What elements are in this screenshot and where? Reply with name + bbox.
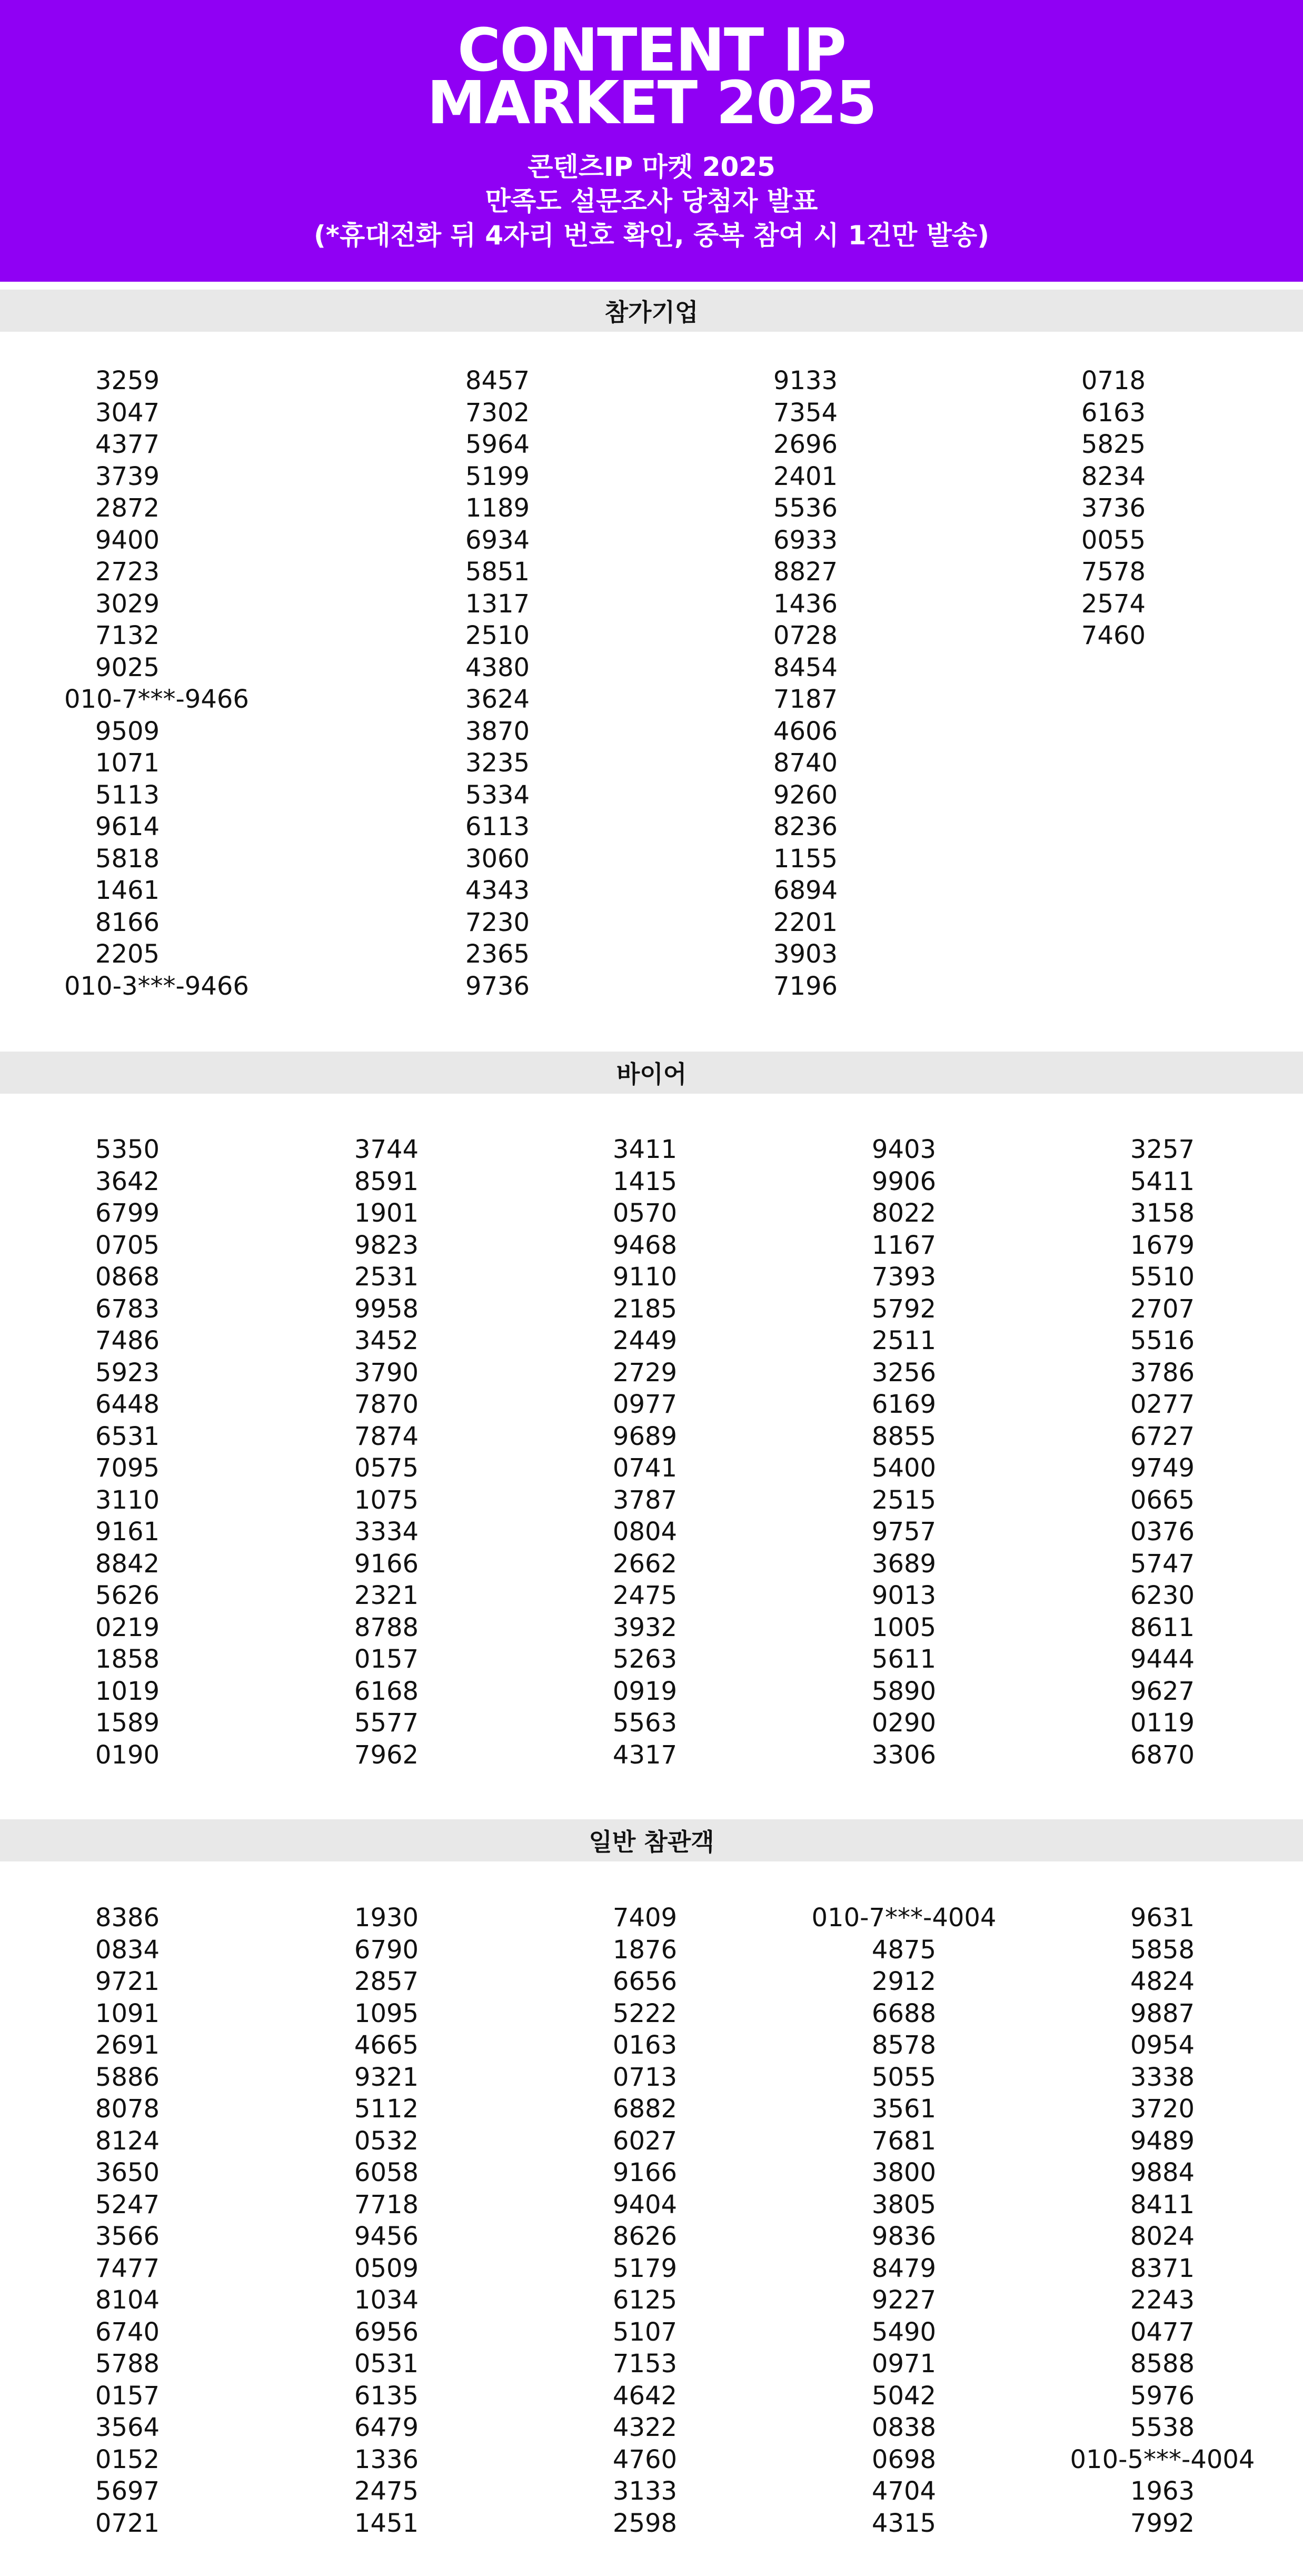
winner-number: 9161	[95, 1517, 160, 1547]
winner-number: 6933	[773, 525, 838, 555]
winner-number: 3338	[1130, 2062, 1195, 2092]
winner-number: 5626	[95, 1581, 160, 1610]
winner-number: 4377	[95, 430, 160, 459]
winner-number: 3110	[95, 1485, 160, 1515]
winner-number: 9321	[354, 2062, 419, 2092]
winner-number: 7718	[354, 2189, 419, 2220]
winner-number: 8842	[95, 1549, 160, 1579]
winner-number: 5516	[1130, 1326, 1195, 1355]
winner-number: 9887	[1130, 1998, 1195, 2028]
winner-number: 1876	[612, 1935, 678, 1965]
winner-number: 2857	[354, 1967, 419, 1996]
winner-number: 9400	[95, 525, 160, 555]
winner-number: 3029	[95, 589, 160, 619]
winner-number: 5247	[95, 2189, 160, 2220]
winner-number: 7354	[773, 398, 838, 428]
winner-number: 1091	[95, 1998, 160, 2028]
winner-number: 9614	[95, 812, 160, 841]
winner-number: 4343	[465, 876, 530, 905]
winner-number: 5818	[95, 844, 160, 874]
winner-number: 9489	[1130, 2126, 1195, 2156]
winner-number: 2205	[95, 939, 160, 969]
winner-number: 3689	[871, 1549, 937, 1579]
winner-column	[1057, 1902, 1268, 2539]
winner-number: 8411	[1130, 2189, 1195, 2220]
winner-number: 6113	[465, 812, 530, 841]
winner-number: 3306	[871, 1740, 937, 1770]
winner-number: 7153	[612, 2349, 678, 2379]
winner-number: 8578	[871, 2030, 937, 2060]
winner-number: 5923	[95, 1358, 160, 1388]
winner-number: 5611	[871, 1644, 937, 1674]
winner-number: 8454	[773, 652, 838, 682]
winner-number: 8611	[1130, 1612, 1195, 1642]
winner-number: 7870	[354, 1390, 419, 1419]
winner-number: 2185	[612, 1294, 678, 1324]
winner-number: 0119	[1130, 1708, 1195, 1738]
winner-column	[64, 1134, 191, 1771]
winner-number: 5964	[465, 430, 530, 459]
winner-number: 3739	[95, 461, 160, 491]
winner-number: 5199	[465, 461, 530, 491]
winner-number: 8855	[871, 1421, 937, 1451]
winner-number: 4642	[612, 2381, 678, 2411]
winner-number: 5825	[1081, 430, 1146, 459]
winner-number: 0532	[354, 2126, 419, 2156]
winner-number: 0721	[95, 2508, 160, 2538]
winner-number: 0705	[95, 1230, 160, 1260]
winner-number: 0219	[95, 1612, 160, 1642]
winner-number: 7486	[95, 1326, 160, 1355]
winner-number: 5788	[95, 2349, 160, 2379]
subtitle-line-3: (*휴대전화 뒤 4자리 번호 확인, 중복 참여 시 1건만 발송)	[313, 220, 990, 251]
winner-number: 0804	[612, 1517, 678, 1547]
winner-number: 9749	[1130, 1453, 1195, 1483]
winner-number: 0277	[1130, 1390, 1195, 1419]
winner-number: 6783	[95, 1294, 160, 1324]
winner-number: 3805	[871, 2189, 937, 2220]
winner-number: 1317	[465, 589, 530, 619]
winner-number: 0741	[612, 1453, 678, 1483]
winner-number: 0838	[871, 2413, 937, 2442]
winner-number: 5411	[1130, 1166, 1195, 1196]
winner-number: 0728	[773, 621, 838, 650]
winner-number: 1963	[1130, 2476, 1195, 2506]
winner-number: 9013	[871, 1581, 937, 1610]
winner-number: 9509	[95, 716, 160, 746]
winner-number: 3561	[871, 2094, 937, 2124]
winner-number: 2723	[95, 557, 160, 587]
winner-number: 0665	[1130, 1485, 1195, 1515]
winner-number: 2598	[612, 2508, 678, 2538]
winner-number: 3411	[612, 1135, 678, 1164]
winner-number: 7196	[773, 971, 838, 1001]
winner-number: 0868	[95, 1262, 160, 1292]
winner-number: 0971	[871, 2349, 937, 2379]
winner-number: 6727	[1130, 1421, 1195, 1451]
winner-number: 9757	[871, 1517, 937, 1547]
winner-number: 8626	[612, 2222, 678, 2251]
logo-line-1: CONTENT IP	[457, 16, 846, 85]
winner-number: 1901	[354, 1198, 419, 1228]
section-title-exhibitors: 참가기업	[0, 290, 1303, 332]
winner-column	[323, 1134, 450, 1771]
winner-number: 1075	[354, 1485, 419, 1515]
winner-number: 7302	[465, 398, 530, 428]
winner-number: 8166	[95, 907, 160, 937]
logo-line-2: MARKET 2025	[427, 69, 876, 137]
winner-column	[582, 1902, 708, 2539]
winner-number: 4315	[871, 2508, 937, 2538]
winner-number: 6169	[871, 1390, 937, 1419]
winner-number: 5851	[465, 557, 530, 587]
winner-number: 6448	[95, 1390, 160, 1419]
winner-number: 2515	[871, 1485, 937, 1515]
winner-number: 9689	[612, 1421, 678, 1451]
winner-number: 3650	[95, 2158, 160, 2187]
winner-number: 5792	[871, 1294, 937, 1324]
winner-number: 0509	[354, 2253, 419, 2283]
winner-number: 2243	[1130, 2285, 1195, 2315]
winner-number: 2662	[612, 1549, 678, 1579]
winner-number: 9456	[354, 2222, 419, 2251]
winner-number: 0834	[95, 1935, 160, 1965]
winner-number: 6894	[773, 876, 838, 905]
winner-number: 8588	[1130, 2349, 1195, 2379]
winner-number: 9958	[354, 1294, 419, 1324]
winner-number: 5400	[871, 1453, 937, 1483]
winner-number: 2707	[1130, 1294, 1195, 1324]
winner-number: 4322	[612, 2413, 678, 2442]
winner-number: 4875	[871, 1935, 937, 1965]
winner-number: 4317	[612, 1740, 678, 1770]
winner-number: 3800	[871, 2158, 937, 2187]
winner-number: 6790	[354, 1935, 419, 1965]
winner-number: 3642	[95, 1166, 160, 1196]
winner-number: 9404	[612, 2189, 678, 2220]
winner-number: 3564	[95, 2413, 160, 2442]
winner-number: 3744	[354, 1135, 419, 1164]
winner-number: 0157	[354, 1644, 419, 1674]
winner-number: 7393	[871, 1262, 937, 1292]
winner-number: 4824	[1130, 1967, 1195, 1996]
winner-number: 9631	[1130, 1903, 1195, 1933]
winner-number: 1189	[465, 493, 530, 523]
winner-number: 8740	[773, 748, 838, 778]
winner-number: 5747	[1130, 1549, 1195, 1579]
winner-number: 2401	[773, 461, 838, 491]
winner-number: 8457	[465, 366, 530, 395]
winner-column	[841, 1134, 967, 1771]
winner-number: 2912	[871, 1967, 937, 1996]
winner-column	[742, 365, 869, 1002]
winner-number: 9836	[871, 2222, 937, 2251]
winner-number: 1858	[95, 1644, 160, 1674]
winner-number: 5055	[871, 2062, 937, 2092]
winner-number: 6799	[95, 1198, 160, 1228]
winner-number: 0698	[871, 2444, 937, 2474]
winner-number: 0919	[612, 1676, 678, 1706]
winner-number: 2449	[612, 1326, 678, 1355]
winner-number: 6058	[354, 2158, 419, 2187]
winner-number: 7962	[354, 1740, 419, 1770]
winner-number: 7460	[1081, 621, 1146, 650]
winner-number: 9823	[354, 1230, 419, 1260]
winner-number: 0575	[354, 1453, 419, 1483]
winner-number: 3787	[612, 1485, 678, 1515]
winner-number: 3133	[612, 2476, 678, 2506]
winner-number: 3452	[354, 1326, 419, 1355]
winner-number: 0152	[95, 2444, 160, 2474]
winner-number: 6479	[354, 2413, 419, 2442]
winner-number: 0163	[612, 2030, 678, 2060]
winner-number: 0157	[95, 2381, 160, 2411]
winner-number: 1461	[95, 876, 160, 905]
winner-number: 2574	[1081, 589, 1146, 619]
winner-number: 2696	[773, 430, 838, 459]
winner-number: 7874	[354, 1421, 419, 1451]
winner-number: 8124	[95, 2126, 160, 2156]
winner-number: 0718	[1081, 366, 1146, 395]
winner-number: 3235	[465, 748, 530, 778]
winner-number: 3257	[1130, 1135, 1195, 1164]
winner-number: 2510	[465, 621, 530, 650]
winner-column	[1050, 365, 1177, 652]
winner-number: 8788	[354, 1612, 419, 1642]
winner-number: 3790	[354, 1358, 419, 1388]
winner-number: 6135	[354, 2381, 419, 2411]
winner-number: 8022	[871, 1198, 937, 1228]
winner-number: 1167	[871, 1230, 937, 1260]
winner-number: 1071	[95, 748, 160, 778]
header-banner	[0, 0, 1303, 282]
winner-number: 6870	[1130, 1740, 1195, 1770]
winner-column	[582, 1134, 708, 1771]
winner-number: 2729	[612, 1358, 678, 1388]
winner-number: 5536	[773, 493, 838, 523]
winner-number: 7992	[1130, 2508, 1195, 2538]
winner-number: 7477	[95, 2253, 160, 2283]
winner-number: 5042	[871, 2381, 937, 2411]
winner-number: 0531	[354, 2349, 419, 2379]
winner-number: 8104	[95, 2285, 160, 2315]
winner-number: 6740	[95, 2317, 160, 2347]
winner-number: 3786	[1130, 1358, 1195, 1388]
winner-number: 5697	[95, 2476, 160, 2506]
winner-number: 3870	[465, 716, 530, 746]
winner-number: 1436	[773, 589, 838, 619]
winner-number: 6688	[871, 1998, 937, 2028]
winner-number: 9133	[773, 366, 838, 395]
winner-number: 6163	[1081, 398, 1146, 428]
section-title-buyers: 바이어	[0, 1052, 1303, 1094]
winner-number: 2511	[871, 1326, 937, 1355]
winner-number: 9736	[465, 971, 530, 1001]
winner-number: 5976	[1130, 2381, 1195, 2411]
subtitle-line-1: 콘텐츠IP 마켓 2025	[528, 152, 775, 182]
winner-number: 8024	[1130, 2222, 1195, 2251]
winner-number: 9884	[1130, 2158, 1195, 2187]
winner-number: 7230	[465, 907, 530, 937]
winner-number: 9166	[612, 2158, 678, 2187]
winner-number: 7578	[1081, 557, 1146, 587]
section-title-visitors: 일반 참관객	[0, 1819, 1303, 1861]
winner-number: 9260	[773, 780, 838, 810]
winner-number: 2321	[354, 1581, 419, 1610]
winner-number: 6230	[1130, 1581, 1195, 1610]
winner-number: 3932	[612, 1612, 678, 1642]
winner-number: 3047	[95, 398, 160, 428]
winner-column	[323, 1902, 450, 2539]
winner-number: 6168	[354, 1676, 419, 1706]
winner-number: 7095	[95, 1453, 160, 1483]
winner-number: 5107	[612, 2317, 678, 2347]
winner-number: 5490	[871, 2317, 937, 2347]
winner-number: 5538	[1130, 2413, 1195, 2442]
winner-column	[799, 1902, 1009, 2539]
winner-column	[1099, 1134, 1226, 1771]
winner-number: 8236	[773, 812, 838, 841]
winner-number: 6656	[612, 1967, 678, 1996]
winner-number: 010-5***-4004	[1070, 2444, 1255, 2474]
winner-number: 3720	[1130, 2094, 1195, 2124]
winner-number: 4665	[354, 2030, 419, 2060]
winner-number: 1336	[354, 2444, 419, 2474]
winner-number: 6125	[612, 2285, 678, 2315]
winner-number: 0477	[1130, 2317, 1195, 2347]
winner-number: 1679	[1130, 1230, 1195, 1260]
winner-number: 2475	[612, 1581, 678, 1610]
winner-number: 8386	[95, 1903, 160, 1933]
winner-number: 9627	[1130, 1676, 1195, 1706]
winner-number: 5179	[612, 2253, 678, 2283]
winner-number: 5112	[354, 2094, 419, 2124]
winner-number: 1415	[612, 1166, 678, 1196]
winner-number: 0290	[871, 1708, 937, 1738]
winner-number: 5510	[1130, 1262, 1195, 1292]
winner-number: 7187	[773, 685, 838, 714]
winner-number: 1019	[95, 1676, 160, 1706]
winner-number: 0713	[612, 2062, 678, 2092]
winner-column	[434, 365, 561, 1002]
winner-number: 7132	[95, 621, 160, 650]
winner-number: 3624	[465, 685, 530, 714]
winner-number: 5563	[612, 1708, 678, 1738]
winner-number: 0977	[612, 1390, 678, 1419]
winner-number: 9110	[612, 1262, 678, 1292]
winner-number: 4760	[612, 2444, 678, 2474]
winner-number: 8078	[95, 2094, 160, 2124]
winner-number: 0376	[1130, 1517, 1195, 1547]
winner-number: 9403	[871, 1135, 937, 1164]
winner-number: 1930	[354, 1903, 419, 1933]
winner-number: 8371	[1130, 2253, 1195, 2283]
winner-number: 7409	[612, 1903, 678, 1933]
winner-number: 9468	[612, 1230, 678, 1260]
subtitle-line-2: 만족도 설문조사 당첨자 발표	[485, 186, 818, 216]
winner-number: 5222	[612, 1998, 678, 2028]
winner-number: 6027	[612, 2126, 678, 2156]
winner-number: 4704	[871, 2476, 937, 2506]
winner-number: 1451	[354, 2508, 419, 2538]
winner-number: 1589	[95, 1708, 160, 1738]
winner-number: 2365	[465, 939, 530, 969]
winner-number: 5890	[871, 1676, 937, 1706]
winner-number: 5263	[612, 1644, 678, 1674]
winner-number: 7681	[871, 2126, 937, 2156]
winner-number: 0055	[1081, 525, 1146, 555]
winner-number: 9906	[871, 1166, 937, 1196]
winner-number: 0570	[612, 1198, 678, 1228]
winner-number: 4606	[773, 716, 838, 746]
winner-number: 6934	[465, 525, 530, 555]
winner-number: 010-7***-9466	[64, 685, 249, 714]
winner-number: 2201	[773, 907, 838, 937]
winner-number: 8234	[1081, 461, 1146, 491]
winner-number: 6531	[95, 1421, 160, 1451]
winner-number: 010-3***-9466	[64, 971, 249, 1001]
winner-number: 0954	[1130, 2030, 1195, 2060]
winner-number: 9721	[95, 1967, 160, 1996]
winner-number: 3060	[465, 844, 530, 874]
winner-number: 5113	[95, 780, 160, 810]
winner-number: 3736	[1081, 493, 1146, 523]
winner-number: 5577	[354, 1708, 419, 1738]
winner-number: 8479	[871, 2253, 937, 2283]
winner-number: 2691	[95, 2030, 160, 2060]
winner-number: 9227	[871, 2285, 937, 2315]
winner-number: 4380	[465, 652, 530, 682]
winner-column	[64, 365, 249, 1002]
winner-number: 6956	[354, 2317, 419, 2347]
winner-number: 5350	[95, 1135, 160, 1164]
winner-number: 8591	[354, 1166, 419, 1196]
winner-number: 3334	[354, 1517, 419, 1547]
winner-number: 0190	[95, 1740, 160, 1770]
winner-number: 5886	[95, 2062, 160, 2092]
winner-number: 9166	[354, 1549, 419, 1579]
winner-number: 3256	[871, 1358, 937, 1388]
winner-number: 2531	[354, 1262, 419, 1292]
winner-column	[64, 1902, 191, 2539]
winner-number: 9444	[1130, 1644, 1195, 1674]
winner-number: 3566	[95, 2222, 160, 2251]
winner-number: 010-7***-4004	[811, 1903, 997, 1933]
winner-number: 5858	[1130, 1935, 1195, 1965]
winner-number: 6882	[612, 2094, 678, 2124]
winner-number: 3158	[1130, 1198, 1195, 1228]
winner-number: 1005	[871, 1612, 937, 1642]
winner-number: 3903	[773, 939, 838, 969]
winner-number: 1155	[773, 844, 838, 874]
winner-number: 2872	[95, 493, 160, 523]
winner-number: 8827	[773, 557, 838, 587]
winner-number: 2475	[354, 2476, 419, 2506]
winner-number: 1095	[354, 1998, 419, 2028]
winner-number: 1034	[354, 2285, 419, 2315]
winner-number: 5334	[465, 780, 530, 810]
winner-number: 9025	[95, 652, 160, 682]
winner-number: 3259	[95, 366, 160, 395]
